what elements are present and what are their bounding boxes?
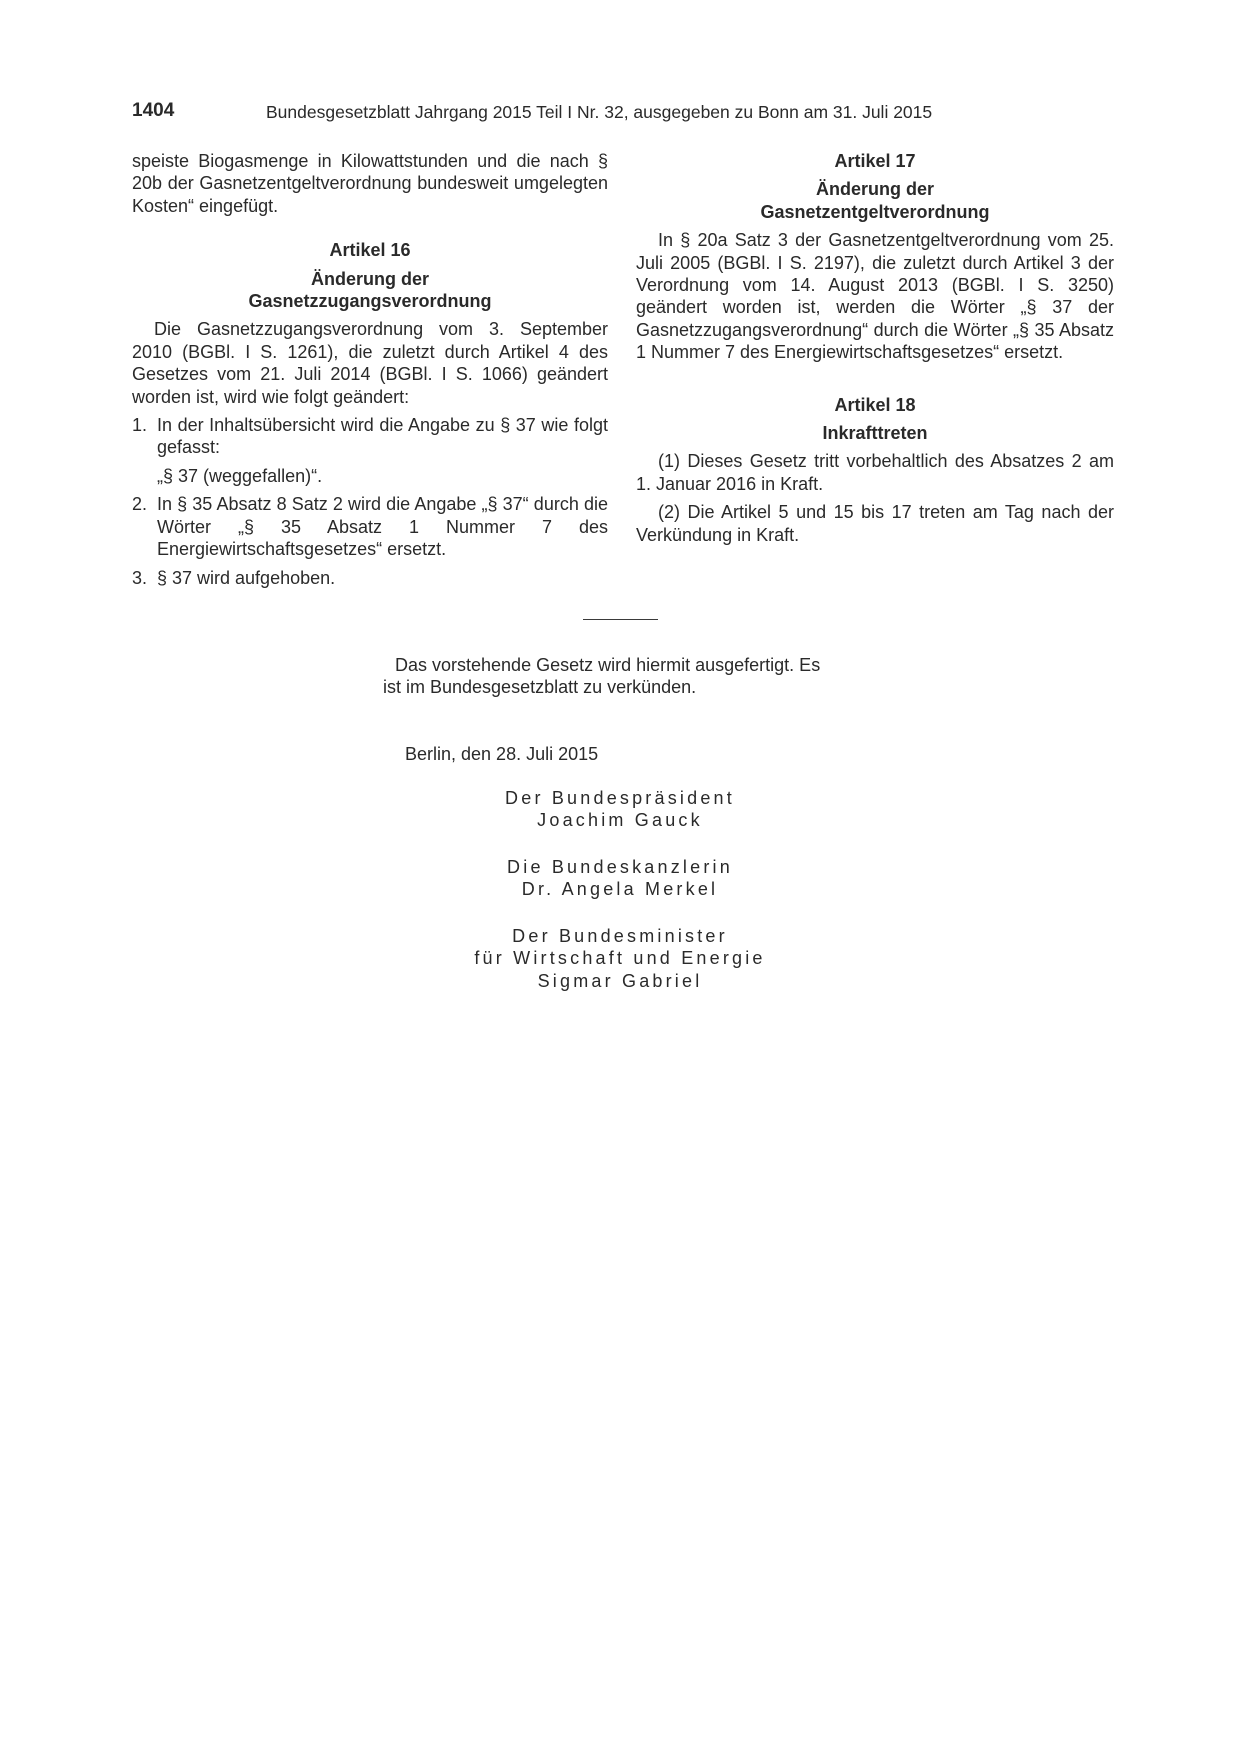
signature-office: Die Bundeskanzlerin — [507, 857, 733, 877]
artikel-18-para-1: (1) Dieses Gesetz tritt vorbehaltlich des Absatzes 2 am 1. Januar 2016 in Kraft. — [636, 451, 1114, 494]
signature-office: Der Bundesminister — [512, 926, 728, 946]
right-column — [636, 150, 1114, 546]
artikel-17-heading-line2: Gasnetzentgeltverordnung — [760, 201, 990, 222]
signature-block-minister — [420, 925, 820, 992]
continuation-text: speiste Biogasmenge in Kilowattstunden und die nach § 20b der Gasnetzentgeltverordnung bundesweit umgelegten Kosten“ eingefügt. — [132, 151, 608, 216]
signature-office-line-2: für Wirtschaft und Energie — [474, 948, 766, 969]
list-text: § 37 wird aufgehoben. — [157, 567, 336, 588]
signature-name: Joachim Gauck — [537, 810, 703, 831]
list-item — [132, 493, 608, 560]
artikel-18-title: Artikel 18 — [834, 394, 916, 415]
signature-name: Dr. Angela Merkel — [521, 879, 719, 900]
running-head: Bundesgesetzblatt Jahrgang 2015 Teil I Nr. 32, ausgegeben zu Bonn am 31. Juli 2015 — [266, 102, 933, 122]
list-number: 3. — [132, 567, 148, 588]
signature-block-president — [420, 787, 820, 832]
artikel-18-heading: Inkrafttreten — [822, 423, 928, 444]
place-and-date: Berlin, den 28. Juli 2015 — [405, 744, 599, 764]
artikel-18-para-2: (2) Die Artikel 5 und 15 bis 17 treten am Tag nach der Verkündung in Kraft. — [636, 502, 1114, 545]
list-text: In § 35 Absatz 8 Satz 2 wird die Angabe „§ 37“ durch die Wörter „§ 35 Absatz 1 Nummer 7 des Energiewirtschaftsgesetzes“ ersetzt. — [157, 494, 608, 560]
signature-name: Sigmar Gabriel — [537, 970, 703, 991]
artikel-17-title: Artikel 17 — [834, 151, 916, 171]
promulgation-line-2: ist im Bundesgesetzblatt zu verkünden. — [383, 677, 697, 698]
promulgation-line-1: Das vorstehende Gesetz wird hiermit ausgefertigt. Es — [395, 655, 821, 675]
list-item — [132, 567, 608, 589]
list-quote: „§ 37 (weggefallen)“. — [157, 465, 323, 486]
artikel-17-text: In § 20a Satz 3 der Gasnetzentgeltverordnung vom 25. Juli 2005 (BGBl. I S. 2197), die zuletzt durch Artikel 3 der Verordnung vom 14. August 2013 (BGBl. I S. 3250) geändert worden ist, werden die Wörter „§ 37 der Gasnetzzugangsverordnung“ durch die Wörter „§ 35 Absatz 1 Nummer 7 des Energiewirtschaftsgesetzes“ ersetzt. — [636, 230, 1114, 363]
artikel-17-heading-line1: Änderung der — [815, 179, 934, 200]
signature-block-chancellor — [420, 856, 820, 901]
artikel-16-title: Artikel 16 — [329, 240, 411, 261]
artikel-16-intro: Die Gasnetzzugangsverordnung vom 3. September 2010 (BGBl. I S. 1261), die zuletzt durch Artikel 4 des Gesetzes vom 21. Juli 2014 (BGBl. I S. 1066) geändert worden ist, wird wie folgt geändert: — [132, 319, 608, 407]
list-number: 1. — [132, 415, 148, 436]
page-number: 1404 — [132, 100, 175, 121]
page-header — [132, 100, 1112, 126]
list-number: 2. — [132, 494, 148, 515]
section-divider — [583, 619, 658, 620]
artikel-16-heading-line1: Änderung der — [310, 268, 429, 289]
left-column — [132, 150, 608, 589]
artikel-16-heading-line2: Gasnetzzugangsverordnung — [248, 291, 492, 312]
list-text: In der Inhaltsübersicht wird die Angabe zu § 37 wie folgt gefasst: — [157, 415, 608, 458]
list-item — [132, 414, 608, 487]
promulgation-clause — [383, 654, 863, 699]
signature-office: Der Bundespräsident — [505, 788, 735, 808]
